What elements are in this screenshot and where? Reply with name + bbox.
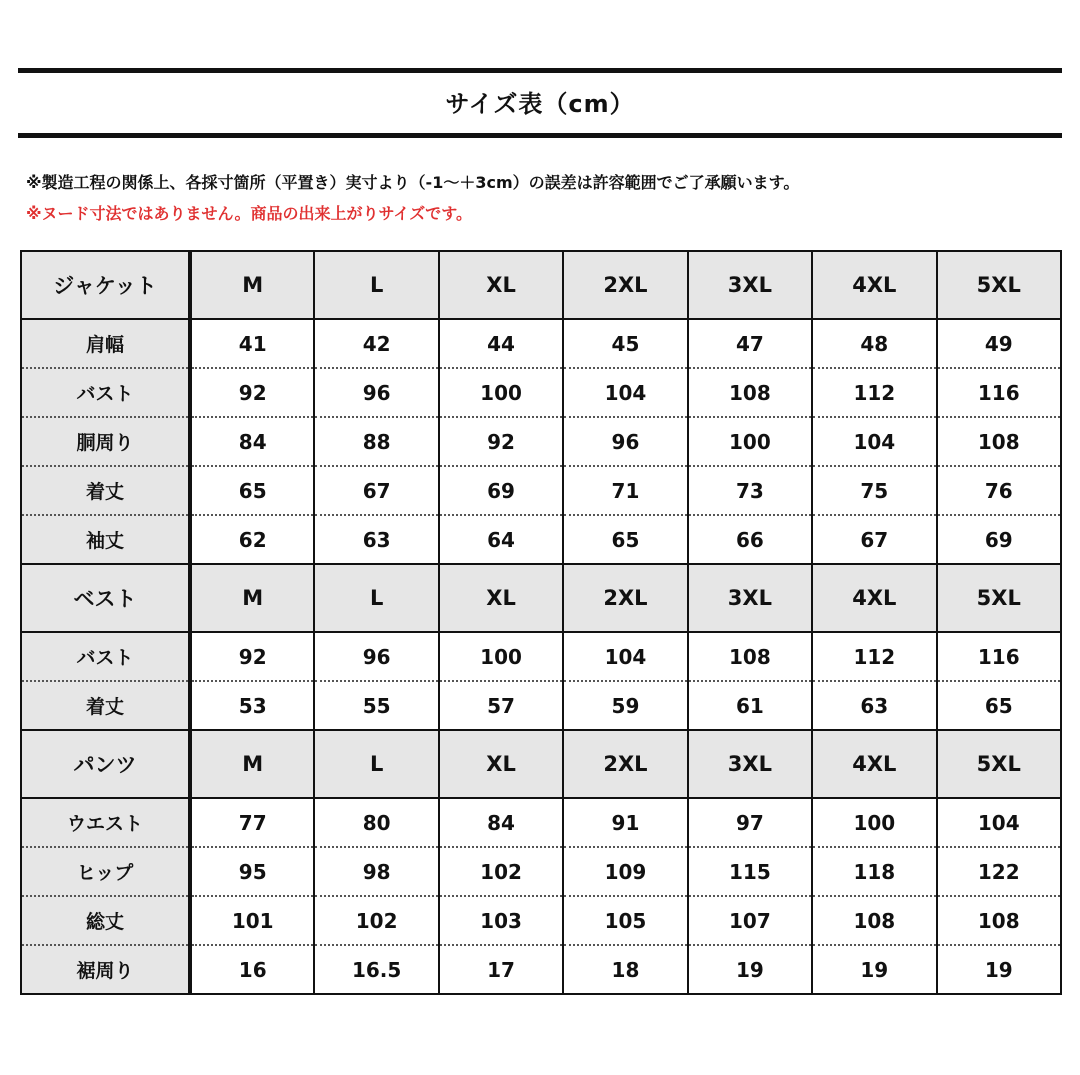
measurement-label: 袖丈 [21, 515, 190, 564]
measurement-value: 47 [688, 319, 812, 368]
measurement-label: バスト [21, 368, 190, 417]
measurement-label: 裾周り [21, 945, 190, 994]
size-header: 5XL [937, 251, 1061, 319]
measurement-value: 77 [190, 798, 314, 847]
measurement-value: 100 [812, 798, 936, 847]
measurement-label: 肩幅 [21, 319, 190, 368]
measurement-label: ヒップ [21, 847, 190, 896]
measurement-value: 84 [190, 417, 314, 466]
title-rule [18, 133, 1062, 138]
measurement-value: 16 [190, 945, 314, 994]
measurement-value: 108 [688, 368, 812, 417]
measurement-value: 104 [937, 798, 1061, 847]
section-header-row [21, 251, 1061, 319]
measurement-value: 112 [812, 632, 936, 681]
measurement-label: 着丈 [21, 466, 190, 515]
measurement-value: 96 [314, 368, 438, 417]
measurement-label: バスト [21, 632, 190, 681]
measurement-value: 63 [314, 515, 438, 564]
size-header: L [314, 251, 438, 319]
size-header: 5XL [937, 730, 1061, 798]
measurement-value: 96 [314, 632, 438, 681]
size-header: XL [439, 251, 563, 319]
size-header: 2XL [563, 730, 687, 798]
table-row [21, 945, 1061, 994]
measurement-value: 67 [314, 466, 438, 515]
size-header: 4XL [812, 564, 936, 632]
measurement-value: 61 [688, 681, 812, 730]
size-header: 3XL [688, 564, 812, 632]
measurement-value: 45 [563, 319, 687, 368]
section-header-row [21, 564, 1061, 632]
size-header: 3XL [688, 730, 812, 798]
measurement-value: 108 [688, 632, 812, 681]
size-header: M [190, 251, 314, 319]
measurement-label: 胴周り [21, 417, 190, 466]
measurement-value: 100 [688, 417, 812, 466]
measurement-value: 108 [812, 896, 936, 945]
measurement-value: 97 [688, 798, 812, 847]
measurement-value: 80 [314, 798, 438, 847]
table-row [21, 466, 1061, 515]
measurement-value: 66 [688, 515, 812, 564]
measurement-value: 103 [439, 896, 563, 945]
measurement-value: 44 [439, 319, 563, 368]
measurement-value: 102 [314, 896, 438, 945]
measurement-value: 100 [439, 632, 563, 681]
size-header: M [190, 730, 314, 798]
measurement-value: 84 [439, 798, 563, 847]
measurement-value: 57 [439, 681, 563, 730]
measurement-value: 92 [439, 417, 563, 466]
tolerance-note: ※製造工程の関係上、各採寸箇所（平置き）実寸より（-1～＋3cm）の誤差は許容範囲でご了承願います。 [26, 173, 800, 192]
measurement-value: 69 [937, 515, 1061, 564]
measurement-label: 着丈 [21, 681, 190, 730]
measurement-value: 100 [439, 368, 563, 417]
measurement-value: 65 [190, 466, 314, 515]
table-row [21, 319, 1061, 368]
table-row [21, 681, 1061, 730]
measurement-value: 107 [688, 896, 812, 945]
size-table [20, 250, 1062, 995]
measurement-value: 48 [812, 319, 936, 368]
measurement-value: 88 [314, 417, 438, 466]
section-header-row [21, 730, 1061, 798]
measurement-value: 109 [563, 847, 687, 896]
measurement-value: 69 [439, 466, 563, 515]
measurement-value: 118 [812, 847, 936, 896]
measurement-value: 102 [439, 847, 563, 896]
measurement-value: 98 [314, 847, 438, 896]
measurement-value: 16.5 [314, 945, 438, 994]
measurement-value: 64 [439, 515, 563, 564]
size-header: M [190, 564, 314, 632]
measurement-value: 59 [563, 681, 687, 730]
measurement-value: 73 [688, 466, 812, 515]
table-row [21, 632, 1061, 681]
table-row [21, 798, 1061, 847]
page-title: サイズ表（cm） [445, 90, 635, 118]
measurement-value: 63 [812, 681, 936, 730]
measurement-value: 104 [563, 368, 687, 417]
measurement-value: 17 [439, 945, 563, 994]
size-header: 2XL [563, 251, 687, 319]
measurement-value: 116 [937, 368, 1061, 417]
measurement-label: ウエスト [21, 798, 190, 847]
size-header: XL [439, 564, 563, 632]
section-name: ジャケット [21, 251, 190, 319]
measurement-value: 122 [937, 847, 1061, 896]
measurement-value: 115 [688, 847, 812, 896]
measurement-value: 49 [937, 319, 1061, 368]
section-name: ベスト [21, 564, 190, 632]
measurement-value: 101 [190, 896, 314, 945]
top-rule [18, 68, 1062, 73]
table-row [21, 896, 1061, 945]
measurement-label: 総丈 [21, 896, 190, 945]
measurement-value: 41 [190, 319, 314, 368]
table-row [21, 368, 1061, 417]
measurement-value: 65 [937, 681, 1061, 730]
measurement-value: 92 [190, 632, 314, 681]
measurement-value: 104 [812, 417, 936, 466]
measurement-value: 92 [190, 368, 314, 417]
measurement-value: 55 [314, 681, 438, 730]
size-header: 3XL [688, 251, 812, 319]
measurement-value: 108 [937, 896, 1061, 945]
measurement-value: 65 [563, 515, 687, 564]
measurement-value: 108 [937, 417, 1061, 466]
measurement-value: 71 [563, 466, 687, 515]
finished-size-note: ※ヌード寸法ではありません。商品の出来上がりサイズです。 [26, 204, 472, 223]
measurement-value: 95 [190, 847, 314, 896]
size-header: XL [439, 730, 563, 798]
measurement-value: 67 [812, 515, 936, 564]
measurement-value: 76 [937, 466, 1061, 515]
size-header: L [314, 564, 438, 632]
measurement-value: 53 [190, 681, 314, 730]
measurement-value: 19 [812, 945, 936, 994]
measurement-value: 18 [563, 945, 687, 994]
table-row [21, 847, 1061, 896]
size-header: 4XL [812, 730, 936, 798]
measurement-value: 19 [937, 945, 1061, 994]
measurement-value: 91 [563, 798, 687, 847]
measurement-value: 62 [190, 515, 314, 564]
measurement-value: 42 [314, 319, 438, 368]
size-header: 4XL [812, 251, 936, 319]
measurement-value: 96 [563, 417, 687, 466]
measurement-value: 116 [937, 632, 1061, 681]
size-header: 2XL [563, 564, 687, 632]
measurement-value: 112 [812, 368, 936, 417]
size-header: L [314, 730, 438, 798]
measurement-value: 19 [688, 945, 812, 994]
measurement-value: 105 [563, 896, 687, 945]
table-row [21, 515, 1061, 564]
section-name: パンツ [21, 730, 190, 798]
size-header: 5XL [937, 564, 1061, 632]
measurement-value: 75 [812, 466, 936, 515]
table-row [21, 417, 1061, 466]
measurement-value: 104 [563, 632, 687, 681]
